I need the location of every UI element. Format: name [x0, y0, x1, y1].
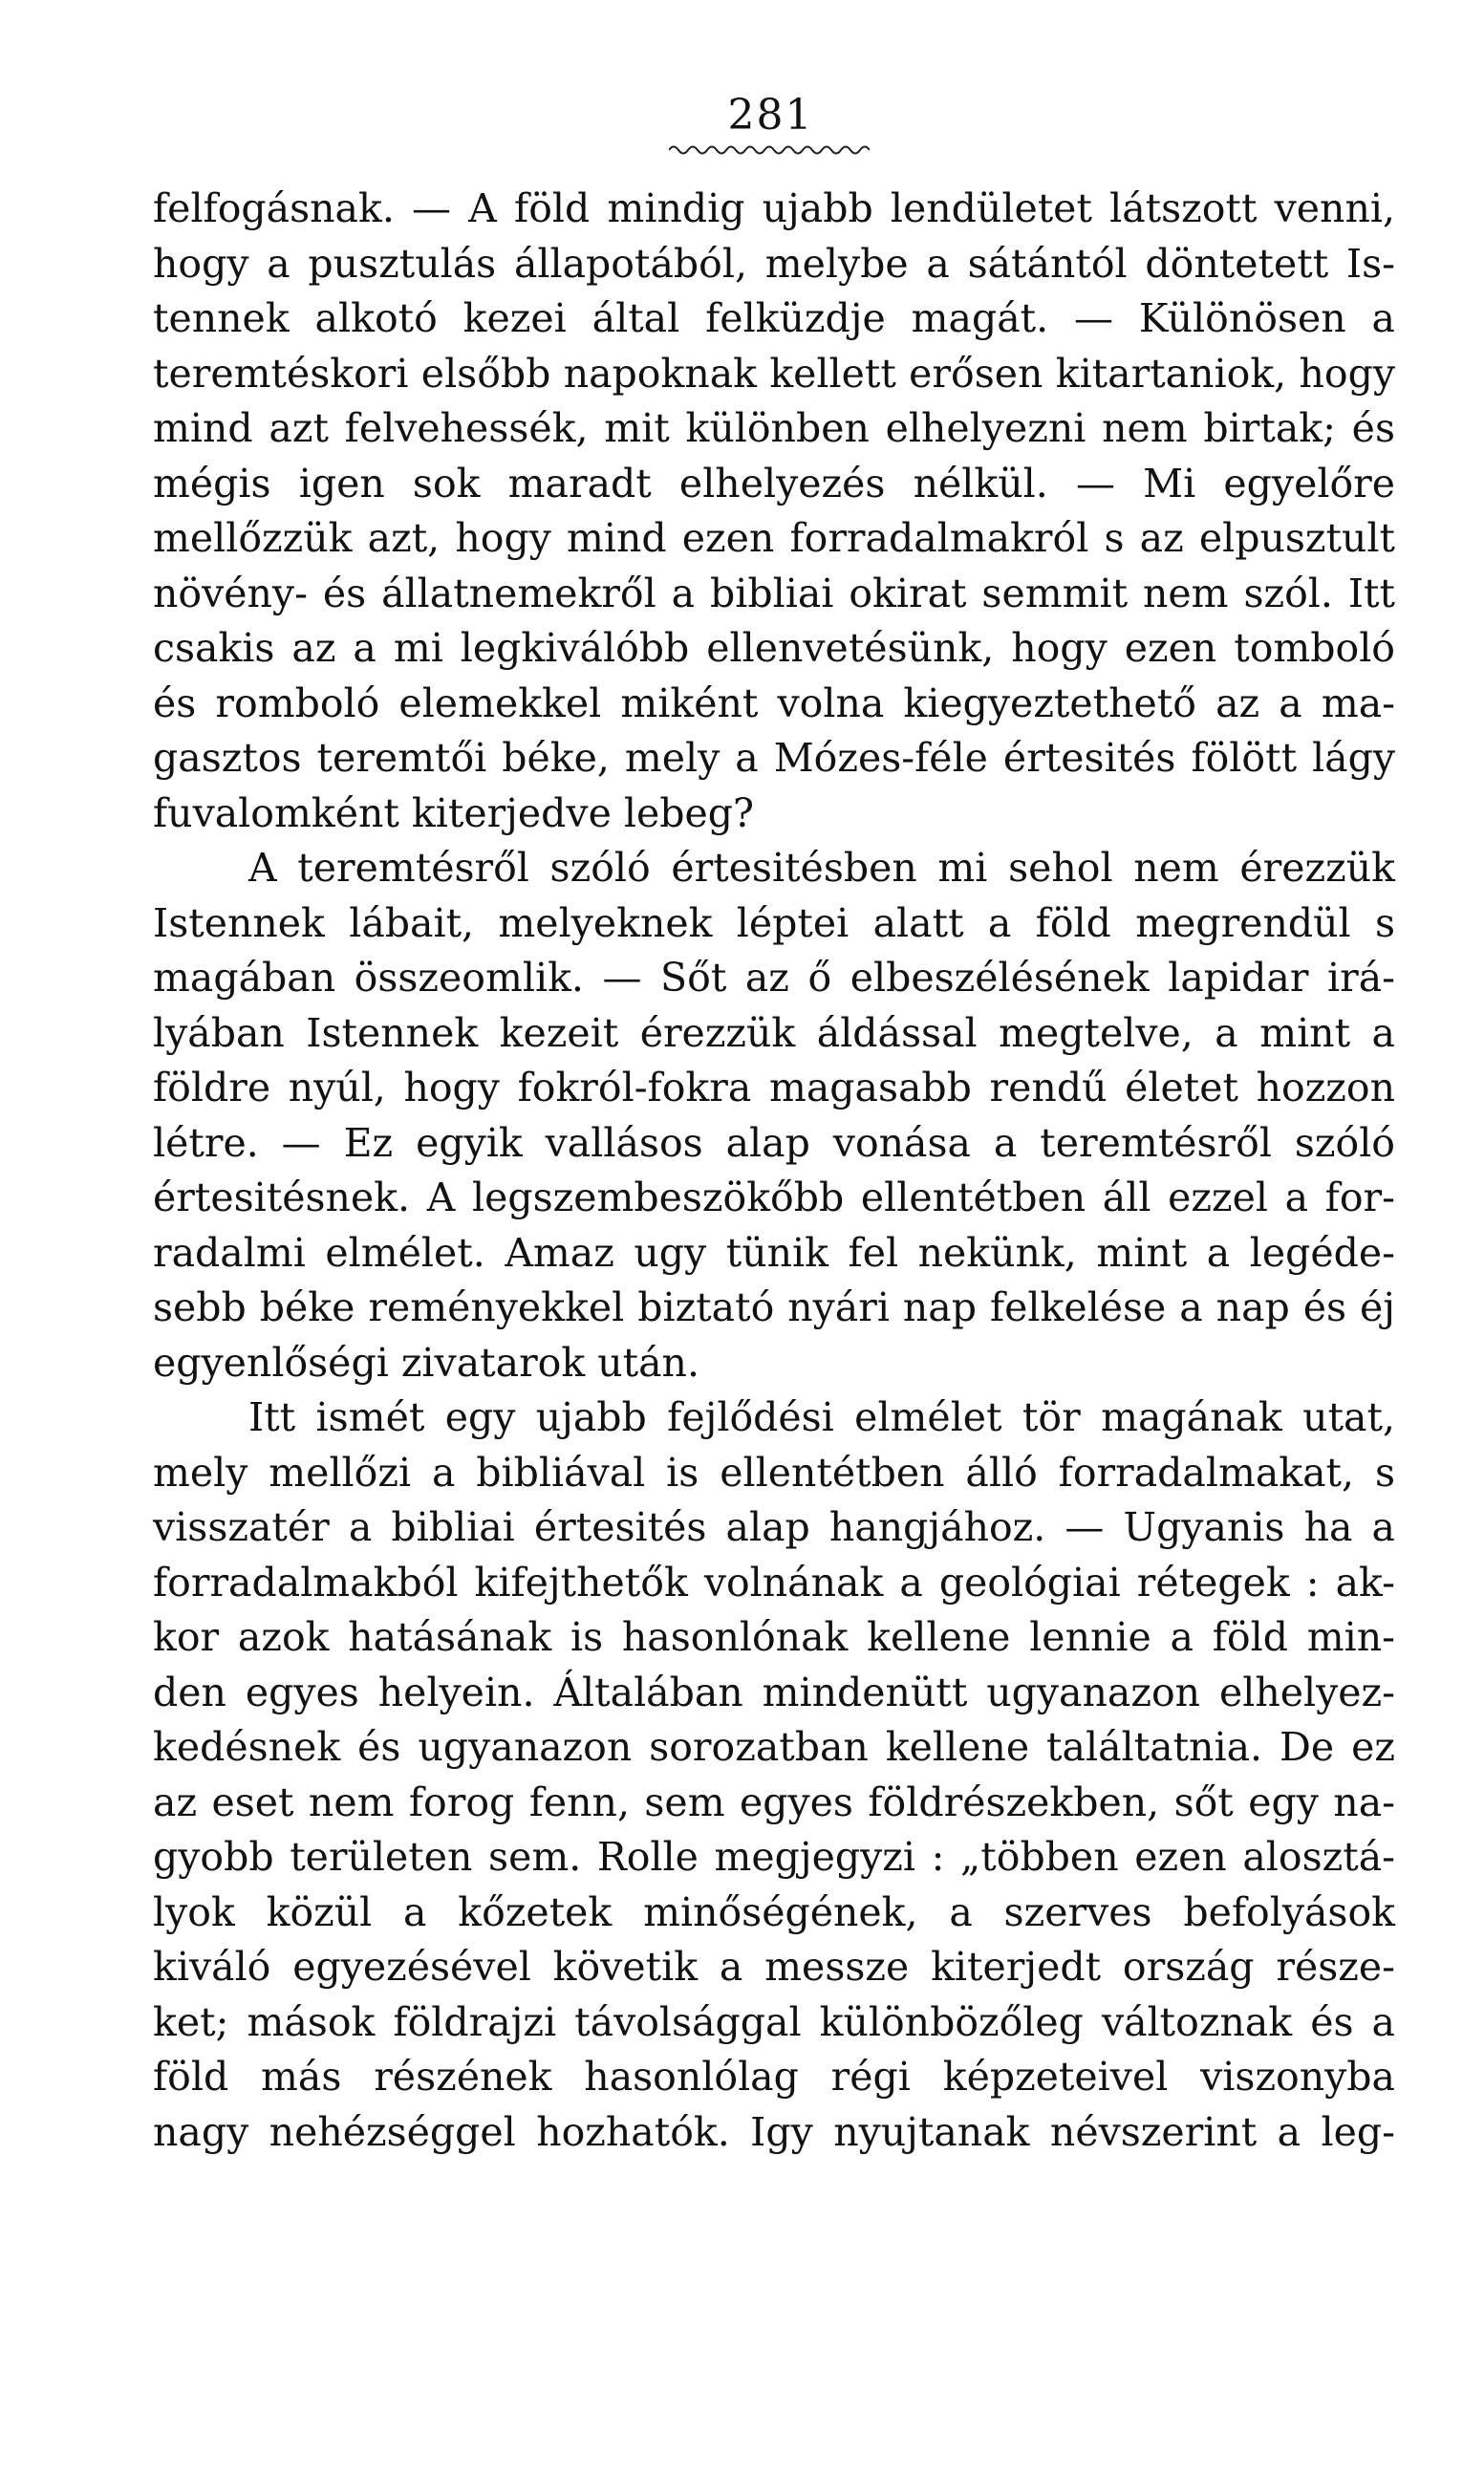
text-line: forradalmakból kifejthetők volnának a geológiai rétegek : ak- [153, 1559, 1395, 1606]
wavy-rule-ornament [669, 143, 870, 157]
text-line: egyenlőségi zivatarok után. [153, 1339, 699, 1386]
text-line: lyában Istennek kezeit érezzük áldással megtelve, a mint a [153, 1009, 1395, 1056]
text-line: kiváló egyezésével követik a messze kiterjedt ország része- [153, 1944, 1395, 1990]
text-line: kedésnek és ugyanazon sorozatban kellene találtatnia. De ez [153, 1724, 1395, 1770]
text-line: visszatér a bibliai értesités alap hangjához. — Ugyanis ha a [153, 1504, 1395, 1550]
text-line: mégis igen sok maradt elhelyezés nélkül. — Mi egyelőre [153, 460, 1395, 507]
text-line: mely mellőzi a bibliával is ellentétben álló forradalmakat, s [153, 1449, 1395, 1496]
text-line: Itt ismét egy ujabb fejlődési elmélet tör magának utat, [248, 1394, 1395, 1440]
text-line: mellőzzük azt, hogy mind ezen forradalmakról s az elpusztult [153, 515, 1395, 561]
text-line: teremtéskori elsőbb napoknak kellett erősen kitartaniok, hogy [153, 350, 1395, 397]
text-line: Istennek lábait, melyeknek léptei alatt a föld megrendül s [153, 899, 1395, 946]
text-line: gyobb területen sem. Rolle megjegyzi : „többen ezen alosztá- [153, 1834, 1395, 1880]
text-line: létre. — Ez egyik vallásos alap vonása a teremtésről szóló [153, 1119, 1395, 1166]
text-line: A teremtésről szóló értesitésben mi sehol nem érezzük [248, 845, 1395, 891]
text-line: lyok közül a kőzetek minőségének, a szerves befolyások [153, 1888, 1395, 1935]
text-line: mind azt felvehessék, mit különben elhelyezni nem birtak; és [153, 405, 1395, 451]
text-line: nagy nehézséggel hozhatók. Igy nyujtanak névszerint a leg- [153, 2108, 1395, 2155]
text-line: értesitésnek. A legszembeszökőbb ellentétben áll ezzel a for- [153, 1175, 1395, 1220]
text-line: csakis az a mi legkiválóbb ellenvetésünk, hogy ezen tomboló [153, 625, 1395, 671]
text-line: ket; mások földrajzi távolsággal különbözőleg változnak és a [153, 1998, 1395, 2045]
text-line: hogy a pusztulás állapotából, melybe a sátántól döntetett Is- [153, 240, 1395, 287]
body-text [153, 182, 1395, 2160]
text-line: felfogásnak. — A föld mindig ujabb lendületet látszott venni, [153, 185, 1395, 231]
text-line: tennek alkotó kezei által felküzdje magát. — Különösen a [153, 295, 1395, 341]
page-number: 281 [727, 91, 814, 140]
text-line: fuvalomként kiterjedve lebeg? [153, 789, 754, 836]
text-line: radalmi elmélet. Amaz ugy tünik fel nekünk, mint a legédе- [153, 1229, 1395, 1276]
text-line: den egyes helyein. Általában mindenütt ugyanazon elhelyez- [153, 1669, 1395, 1715]
text-line: magában összeomlik. — Sőt az ő elbeszélésének lapidar irá- [153, 955, 1395, 1001]
text-line: föld más részének hasonlólag régi képzeteivel viszonyba [153, 2054, 1395, 2100]
text-line: növény- és állatnemekről a bibliai okirat semmit nem szól. Itt [153, 570, 1395, 616]
text-line: az eset nem forog fenn, sem egyes földrészekben, sőt egy na- [153, 1778, 1395, 1825]
text-line: földre nyúl, hogy fokról-fokra magasabb rendű életet hozzon [153, 1065, 1395, 1110]
text-line: kor azok hatásának is hasonlónak kellene lennie a föld min- [153, 1614, 1395, 1660]
text-line: sebb béke reményekkel biztató nyári nap felkelése a nap és éj [153, 1284, 1395, 1330]
text-line: és romboló elemekkel miként volna kiegyeztethető az a ma- [153, 679, 1395, 726]
text-line: gasztos teremtői béke, mely a Mózes-féle értesités fölött lágy [153, 735, 1395, 781]
